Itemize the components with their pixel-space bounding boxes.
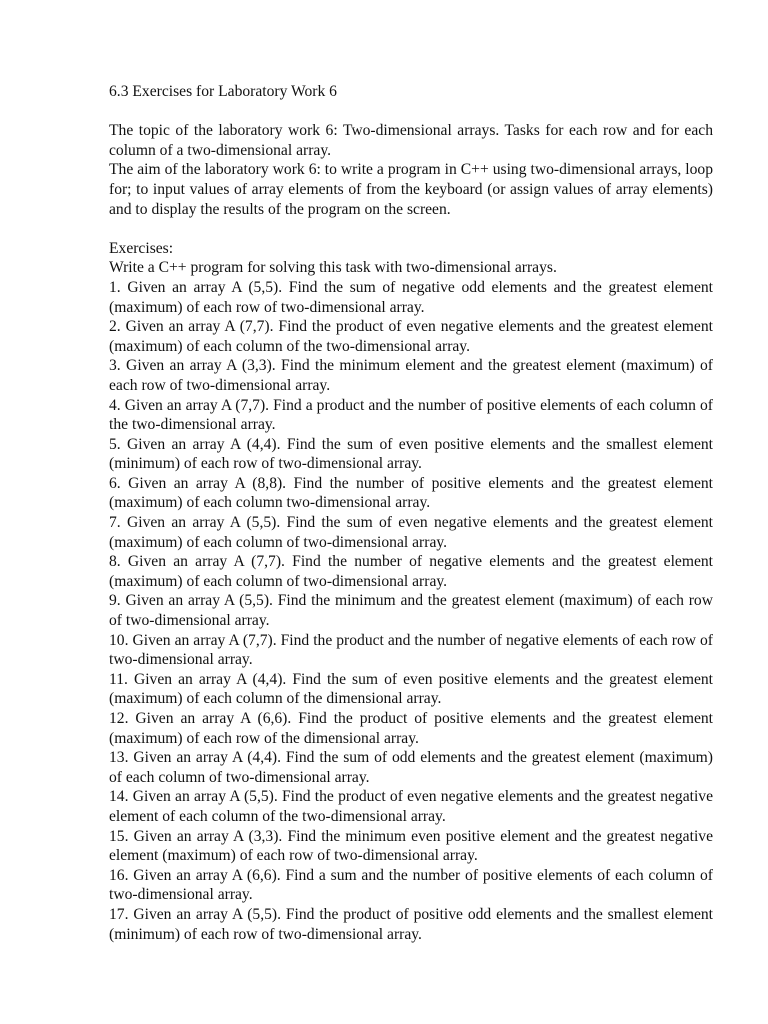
exercise-item: 6. Given an array A (8,8). Find the number of positive elements and the greatest element (maximum) of each column two-dimensional array.	[109, 474, 713, 512]
exercise-item: 14. Given an array A (5,5). Find the product of even negative elements and the greatest negative element of each column of the two-dimensional array.	[109, 788, 713, 825]
exercise-item: 16. Given an array A (6,6). Find a sum and the number of positive elements of each column of two-dimensional array.	[109, 866, 713, 904]
exercise-item: 10. Given an array A (7,7). Find the product and the number of negative elements of each row of two-dimensional array.	[109, 631, 713, 669]
exercise-item: 4. Given an array A (7,7). Find a product and the number of positive elements of each column of the two-dimensional array.	[109, 396, 713, 434]
exercise-item: 5. Given an array A (4,4). Find the sum of even positive elements and the smallest element (minimum) of each row of two-dimensional array.	[109, 435, 713, 473]
exercise-item: 12. Given an array A (6,6). Find the product of positive elements and the greatest element (maximum) of each row of the dimensional array.	[109, 710, 713, 747]
exercise-item: 15. Given an array A (3,3). Find the minimum even positive element and the greatest negative element (maximum) of each row of two-dimensional array.	[109, 827, 713, 865]
exercise-item: 2. Given an array A (7,7). Find the product of even negative elements and the greatest element (maximum) of each column of the two-dimensional array.	[109, 318, 713, 355]
exercise-list	[109, 278, 713, 944]
spacer	[109, 219, 713, 239]
exercise-item: 11. Given an array A (4,4). Find the sum of even positive elements and the greatest element (maximum) of each column of the dimensional array.	[109, 670, 713, 708]
aim-paragraph: The aim of the laboratory work 6: to write a program in C++ using two-dimensional arrays, loop for; to input values of array elements of from the keyboard (or assign values of array elements) and to display the results of the program on the screen.	[109, 161, 713, 218]
exercise-item: 8. Given an array A (7,7). Find the number of negative elements and the greatest element (maximum) of each column of two-dimensional array.	[109, 553, 713, 590]
exercise-item: 9. Given an array A (5,5). Find the minimum and the greatest element (maximum) of each row of two-dimensional array.	[109, 592, 713, 630]
document-body	[109, 82, 713, 944]
exercise-item: 3. Given an array A (3,3). Find the minimum element and the greatest element (maximum) of each row of two-dimensional array.	[109, 357, 713, 394]
exercise-item: 13. Given an array A (4,4). Find the sum of odd elements and the greatest element (maximum) of each column of two-dimensional array.	[109, 749, 713, 786]
exercise-item: 17. Given an array A (5,5). Find the product of positive odd elements and the smallest element (minimum) of each row of two-dimensional array.	[109, 905, 713, 943]
section-heading: 6.3 Exercises for Laboratory Work 6	[109, 83, 337, 100]
exercise-item: 1. Given an array A (5,5). Find the sum of negative odd elements and the greatest element (maximum) of each row of two-dimensional array.	[109, 278, 713, 316]
exercise-item: 7. Given an array A (5,5). Find the sum of even negative elements and the greatest element (maximum) of each column of two-dimensional array.	[109, 514, 713, 551]
instruction-text: Write a C++ program for solving this task with two-dimensional arrays.	[109, 259, 557, 277]
topic-paragraph: The topic of the laboratory work 6: Two-dimensional arrays. Tasks for each row and for each column of a two-dimensional array.	[109, 122, 713, 159]
exercises-label: Exercises:	[109, 239, 174, 257]
